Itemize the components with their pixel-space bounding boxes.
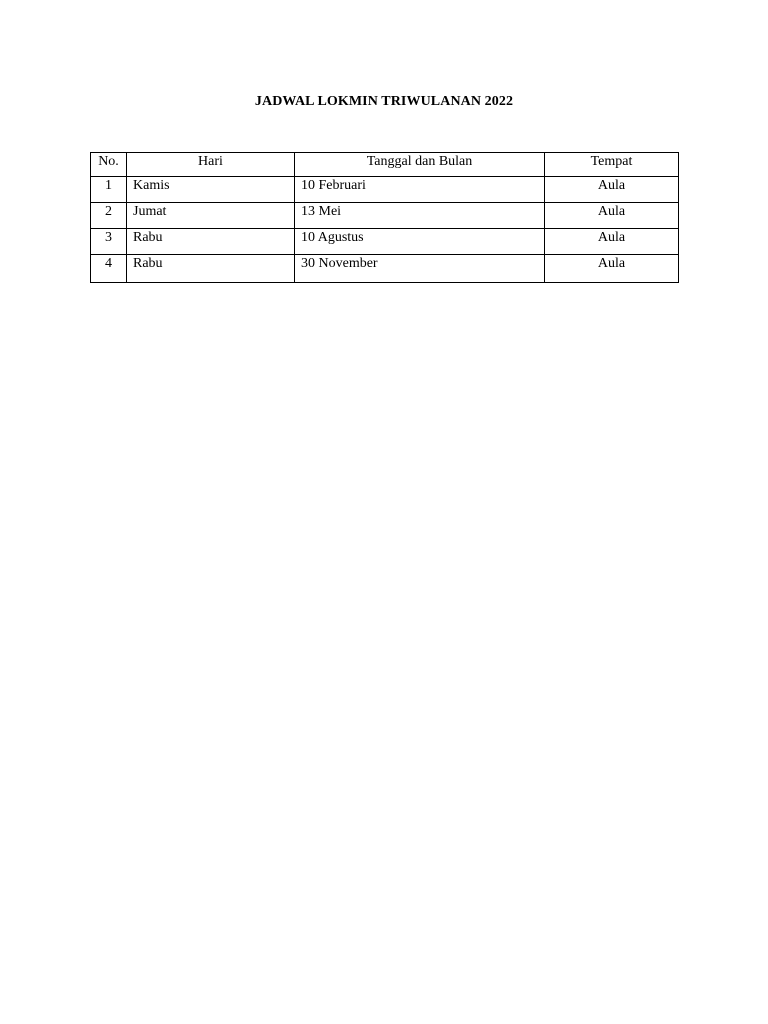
table-row	[91, 177, 679, 203]
table-row	[91, 203, 679, 229]
cell-hari: Jumat	[127, 203, 295, 229]
schedule-table	[90, 152, 679, 283]
table-row	[91, 229, 679, 255]
cell-tempat: Aula	[545, 203, 679, 229]
cell-no: 1	[91, 177, 127, 203]
cell-tanggal: 10 Februari	[295, 177, 545, 203]
cell-hari: Kamis	[127, 177, 295, 203]
document-title: JADWAL LOKMIN TRIWULANAN 2022	[254, 94, 514, 109]
cell-no: 4	[91, 255, 127, 283]
cell-no: 3	[91, 229, 127, 255]
header-tanggal: Tanggal dan Bulan	[295, 153, 545, 177]
header-tempat: Tempat	[545, 153, 679, 177]
cell-tempat: Aula	[545, 229, 679, 255]
cell-no: 2	[91, 203, 127, 229]
cell-hari: Rabu	[127, 229, 295, 255]
header-hari: Hari	[127, 153, 295, 177]
table-row	[91, 255, 679, 283]
cell-tempat: Aula	[545, 177, 679, 203]
cell-tanggal: 13 Mei	[295, 203, 545, 229]
cell-tempat: Aula	[545, 255, 679, 283]
table-header-row	[91, 153, 679, 177]
cell-hari: Rabu	[127, 255, 295, 283]
cell-tanggal: 10 Agustus	[295, 229, 545, 255]
header-no: No.	[91, 153, 127, 177]
cell-tanggal: 30 November	[295, 255, 545, 283]
